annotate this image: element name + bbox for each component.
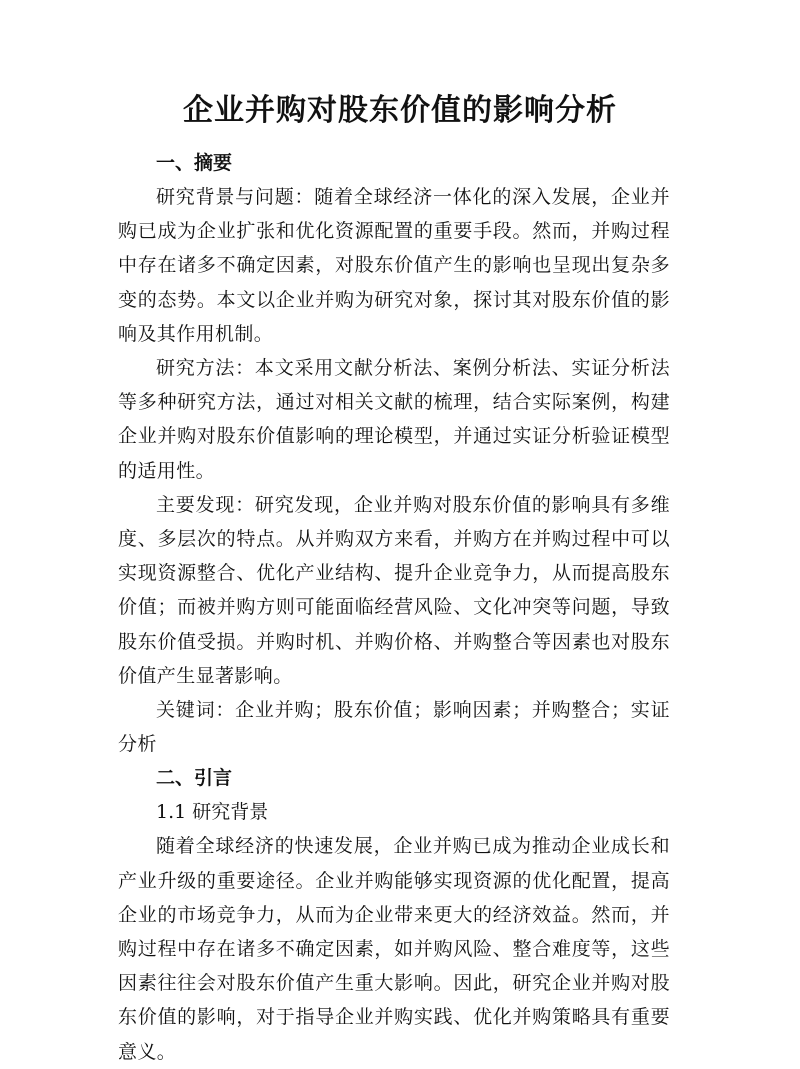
paragraph: 随着全球经济的快速发展，企业并购已成为推动企业成长和产业升级的重要途径。企业并购能够实现资源的优化配置，提高企业的市场竞争力，从而为企业带来更大的经济效益。然而，并购过程中存在诸多不确定因素，如并购风险、整合难度等，这些因素往往会对股东价值产生重大影响。因此，研究企业并购对股东价值的影响，对于指导企业并购实践、优化并购策略具有重要意义。 (118, 835, 670, 1063)
document-body (118, 146, 670, 1069)
paragraph: 研究方法：本文采用文献分析法、案例分析法、实证分析法等多种研究方法，通过对相关文献的梳理，结合实际案例，构建企业并购对股东价值影响的理论模型，并通过实证分析验证模型的适用性。 (118, 357, 670, 482)
paragraph: 研究背景与问题：随着全球经济一体化的深入发展，企业并购已成为企业扩张和优化资源配置的重要手段。然而，并购过程中存在诸多不确定因素，对股东价值产生的影响也呈现出复杂多变的态势。本文以企业并购为研究对象，探讨其对股东价值的影响及其作用机制。 (118, 186, 670, 345)
section-heading: 二、引言 (156, 767, 233, 790)
section-introduction (118, 761, 670, 1068)
section-abstract (118, 146, 670, 761)
keywords-paragraph: 关键词：企业并购；股东价值；影响因素；并购整合；实证分析 (118, 699, 670, 756)
section-heading: 一、摘要 (156, 152, 233, 174)
document-title: 企业并购对股东价值的影响分析 (183, 93, 617, 128)
paragraph: 主要发现：研究发现，企业并购对股东价值的影响具有多维度、多层次的特点。从并购双方来看，并购方在并购过程中可以实现资源整合、优化产业结构、提升企业竞争力，从而提高股东价值；而被并购方则可能面临经营风险、文化冲突等问题，导致股东价值受损。并购时机、并购价格、并购整合等因素也对股东价值产生显著影响。 (118, 493, 670, 687)
subsection-heading: 1.1 研究背景 (156, 801, 269, 824)
